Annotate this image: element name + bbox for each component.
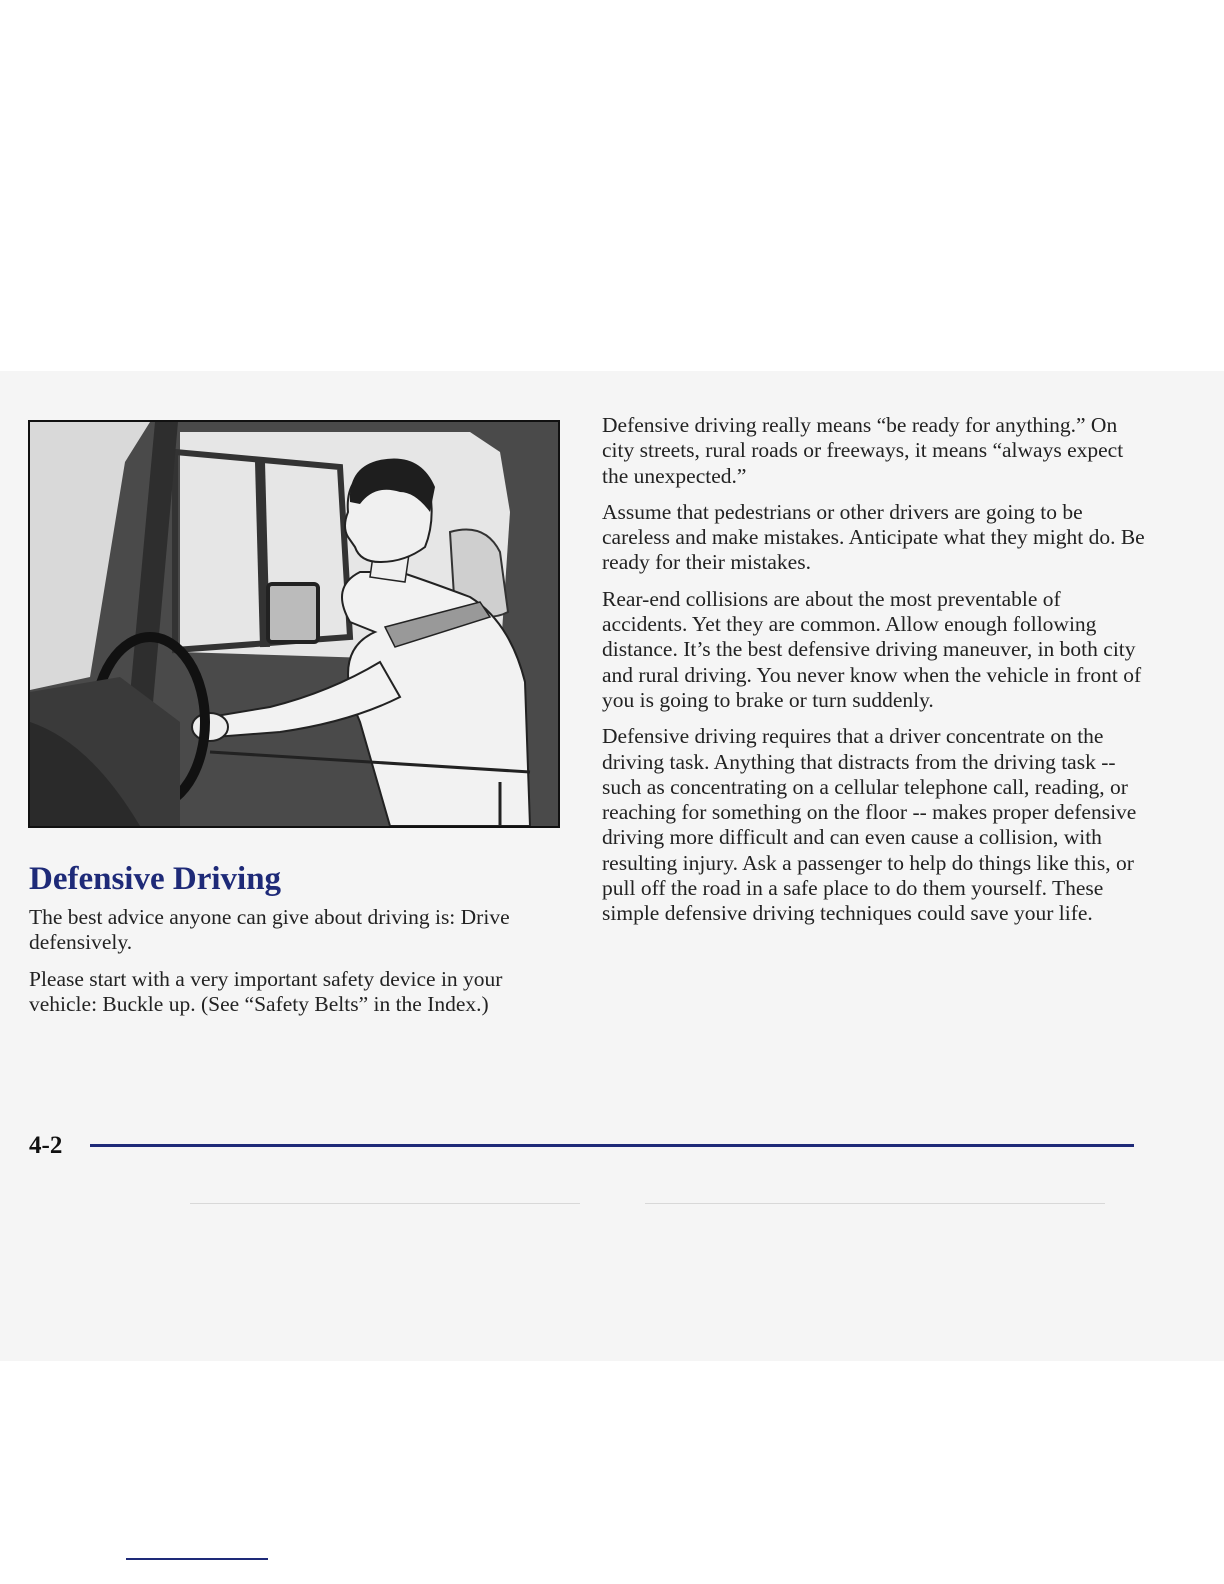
paragraph: The best advice anyone can give about driving is: Drive defensively. <box>29 905 510 955</box>
paragraph: Assume that pedestrians or other drivers are going to be careless and make mistakes. Anticipate what they might do. Be ready for their mistakes. <box>602 499 1145 575</box>
faint-divider <box>190 1203 580 1204</box>
paragraph: Rear-end collisions are about the most preventable of accidents. Yet they are common. Allow enough following distance. It’s the best defensive driving maneuver, in both city and rural driving. You never know when the vehicle in front of you is going to brake or turn suddenly. <box>602 586 1142 712</box>
page-number: 4-2 <box>29 1132 63 1159</box>
driver-illustration <box>28 420 560 828</box>
footer-rule <box>90 1144 1134 1147</box>
right-column <box>602 413 1147 938</box>
paragraph: Please start with a very important safety device in your vehicle: Buckle up. (See “Safety Belts” in the Index.) <box>29 966 503 1016</box>
left-column <box>29 905 559 1028</box>
paragraph: Defensive driving requires that a driver concentrate on the driving task. Anything that distracts from the driving task -- such as concentrating on a cellular telephone call, reading, or reaching for something on the floor -- makes proper defensive driving more difficult and can even cause a collision, with resulting injury. Ask a passenger to help do things like this, or pull off the road in a safe place to do them yourself. These simple defensive driving techniques could save your life. <box>602 724 1137 926</box>
paragraph: Defensive driving really means “be ready for anything.” On city streets, rural roads or freeways, it means “always expect the unexpected.” <box>602 413 1124 488</box>
faint-divider <box>645 1203 1105 1204</box>
bottom-rule <box>126 1558 268 1560</box>
section-heading: Defensive Driving <box>29 861 282 897</box>
